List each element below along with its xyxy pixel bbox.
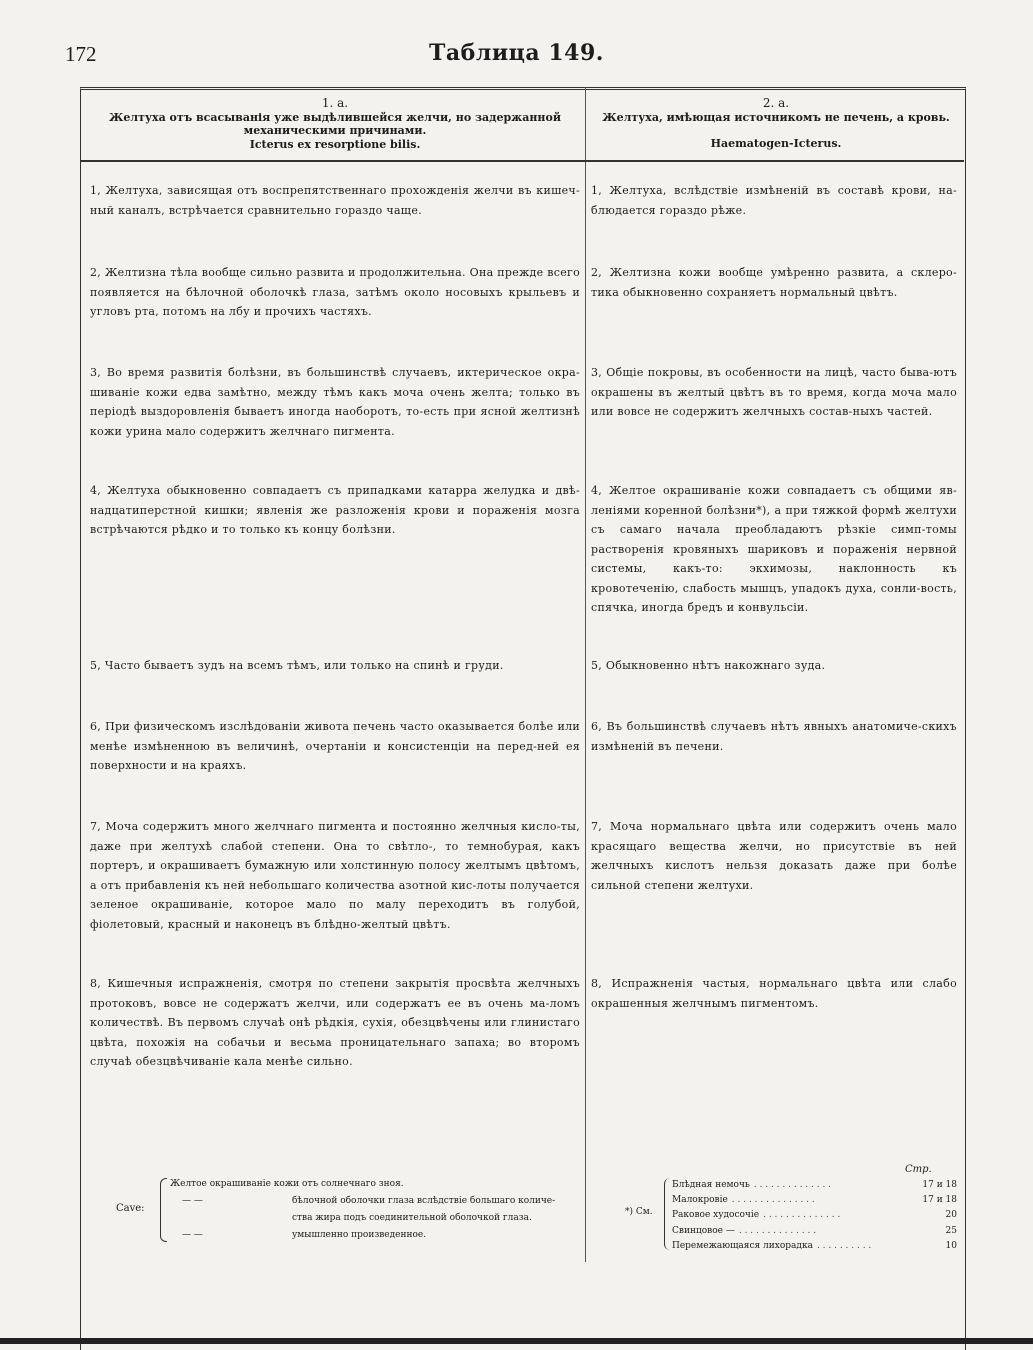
row-2-right: 2, Желтизна кожи вообще умѣренно развита, а склеро-тика обыкновенно сохраняетъ нормальный цвѣтъ. [591,266,957,299]
header-right [596,97,956,151]
row-5-right: 5, Обыкновенно нѣтъ накожнаго зуда. [591,659,826,672]
ref-item: Раковое худосочіе . . . . . . . . . . . . . . 20 [672,1210,957,1221]
cave-item: — — умышленно произведенное. [182,1230,427,1240]
ref-brace [664,1178,671,1250]
row-4-left: 4, Желтуха обыкновенно совпадаетъ съ припадками катарра желудка и двѣ-надцатиперстной кишки; явленія же разложенія крови и пораженія мозга встрѣчаются рѣдко и то только къ концу болѣзни. [90,484,580,536]
ref-item: Свинцовое — . . . . . . . . . . . . . . 25 [672,1225,957,1236]
header-left-line2: механическими причинами. [243,124,427,137]
column-divider [585,87,586,1262]
ref-item: Перемежающаяся лихорадка . . . . . . . . . . 10 [672,1240,957,1251]
header-left-num: 1. a. [321,96,349,110]
row-5-left: 5, Часто бываетъ зудъ на всемъ тѣмъ, или только на спинѣ и груди. [90,659,504,672]
ref-page-header: Стр. [905,1164,932,1175]
cave-label: Cave: [116,1203,145,1214]
row-8-left: 8, Кишечныя испражненія, смотря по степени закрытія просвѣта желчныхъ протоковъ, вовсе не содержатъ желчи, или содержатъ ее въ очень ма-ломъ количествѣ. Въ первомъ случаѣ онѣ рѣдкія, сухія, обезцвѣчены или глинистаго цвѣта, похожія на собачьи и весьма проницательнаго запаха; во второмъ случаѣ обезцвѣчиваніе кала менѣе сильно. [90,977,580,1068]
header-rule [80,160,964,162]
ref-item: Малокровіе . . . . . . . . . . . . . . . 17 и 18 [672,1195,957,1206]
row-8-right: 8, Испражненія частыя, нормальнаго цвѣта или слабо окрашенныя желчнымъ пигментомъ. [591,977,957,1010]
cave-item: ства жира подъ соединительной оболочкой глаза. [292,1213,532,1223]
row-4-right: 4, Желтое окрашиваніе кожи совпадаетъ съ общими яв-леніями коренной болѣзни*), а при тяжкой формѣ желтухи съ самаго начала преобладаютъ рѣзкіе симп-томы растворенія кровяныхъ шариковъ и пораженія нервной системы, какъ-то: экхимозы, наклонность къ кровотеченію, слабость мышцъ, упадокъ духа, сонли-вость, спячка, иногда бредъ и конвульсіи. [591,484,957,614]
row-3-left: 3, Во время развитія болѣзни, въ большинствѣ случаевъ, иктерическое окра-шиваніе кожи едва замѣтно, между тѣмъ какъ моча очень желта; только въ періодѣ выздоровленія бываетъ иногда наоборотъ, то-есть при ясной желтизнѣ кожи урина мало содержитъ желчнаго пигмента. [90,366,580,438]
ref-list [672,1178,957,1254]
page-title: Таблица 149. [429,40,604,66]
ref-item: Блѣдная немочь . . . . . . . . . . . . . . 17 и 18 [672,1180,957,1190]
header-left [92,97,578,151]
row-1-right: 1, Желтуха, вслѣдствіе измѣненій въ составѣ крови, на-блюдается гораздо рѣже. [591,184,957,217]
row-7-right: 7, Моча нормальнаго цвѣта или содержитъ очень мало красящаго вещества желчи, но присутствіе въ ней желчныхъ кислотъ нельзя доказать даже при болѣе сильной степени желтухи. [591,820,957,892]
header-right-num: 2. a. [762,96,790,110]
cave-item: Желтое окрашиваніе кожи отъ солнечнаго зноя. [170,1179,404,1189]
cave-brace [160,1178,167,1242]
row-7-left: 7, Моча содержитъ много желчнаго пигмента и постоянно желчныя кисло-ты, даже при желтухѣ слабой степени. Она то свѣтло-, то темнобурая, какъ портеръ, и окрашиваетъ бумажную или холстинную полосу желтымъ цвѣтомъ, а отъ прибавленія къ ней небольшаго количества азотной кис-лоты получается зеленое окрашиваніе, которое мало по малу переходитъ въ голубой, фіолетовый, красный и наконецъ въ блѣдно-желтый цвѣтъ. [90,820,580,931]
page-number: 172 [65,42,97,66]
cave-list [170,1176,590,1244]
row-6-left: 6, При физическомъ изслѣдованіи живота печень часто оказывается болѣе или менѣе измѣненною въ величинѣ, очертаніи и консистенціи на перед-ней ея поверхности и на краяхъ. [90,720,580,772]
header-right-latin: Haematogen-Icterus. [710,137,842,150]
row-1-left: 1, Желтуха, зависящая отъ воспрепятственнаго прохожденія желчи въ кишеч-ный каналъ, встрѣчается сравнительно гораздо чаще. [90,184,580,217]
header-right-line1: Желтуха, имѣющая источникомъ не печень, а кровь. [602,110,950,124]
row-6-right: 6, Въ большинствѣ случаевъ нѣтъ явныхъ анатомиче-скихъ измѣненій въ печени. [591,720,957,753]
row-3-right: 3, Общіе покровы, въ особенности на лицѣ, часто быва-ютъ окрашены въ желтый цвѣтъ въ то время, когда моча мало или вовсе не содержитъ желчныхъ состав-ныхъ частей. [591,366,957,418]
ref-label: *) См. [625,1207,653,1217]
cave-item: — — бѣлочной оболочки глаза вслѣдствіе большаго количе- [182,1196,556,1206]
header-left-line1: Желтуха отъ всасыванія уже выдѣлившейся желчи, но задержанной [109,110,561,124]
row-2-left: 2, Желтизна тѣла вообще сильно развита и продолжительна. Она прежде всего появляется на бѣлочной оболочкѣ глаза, затѣмъ около носовыхъ крыльевъ и угловъ рта, потомъ на лбу и прочихъ частяхъ. [90,266,580,318]
header-left-latin: Icterus ex resorptione bilis. [249,137,421,151]
bottom-bar [0,1338,1033,1344]
